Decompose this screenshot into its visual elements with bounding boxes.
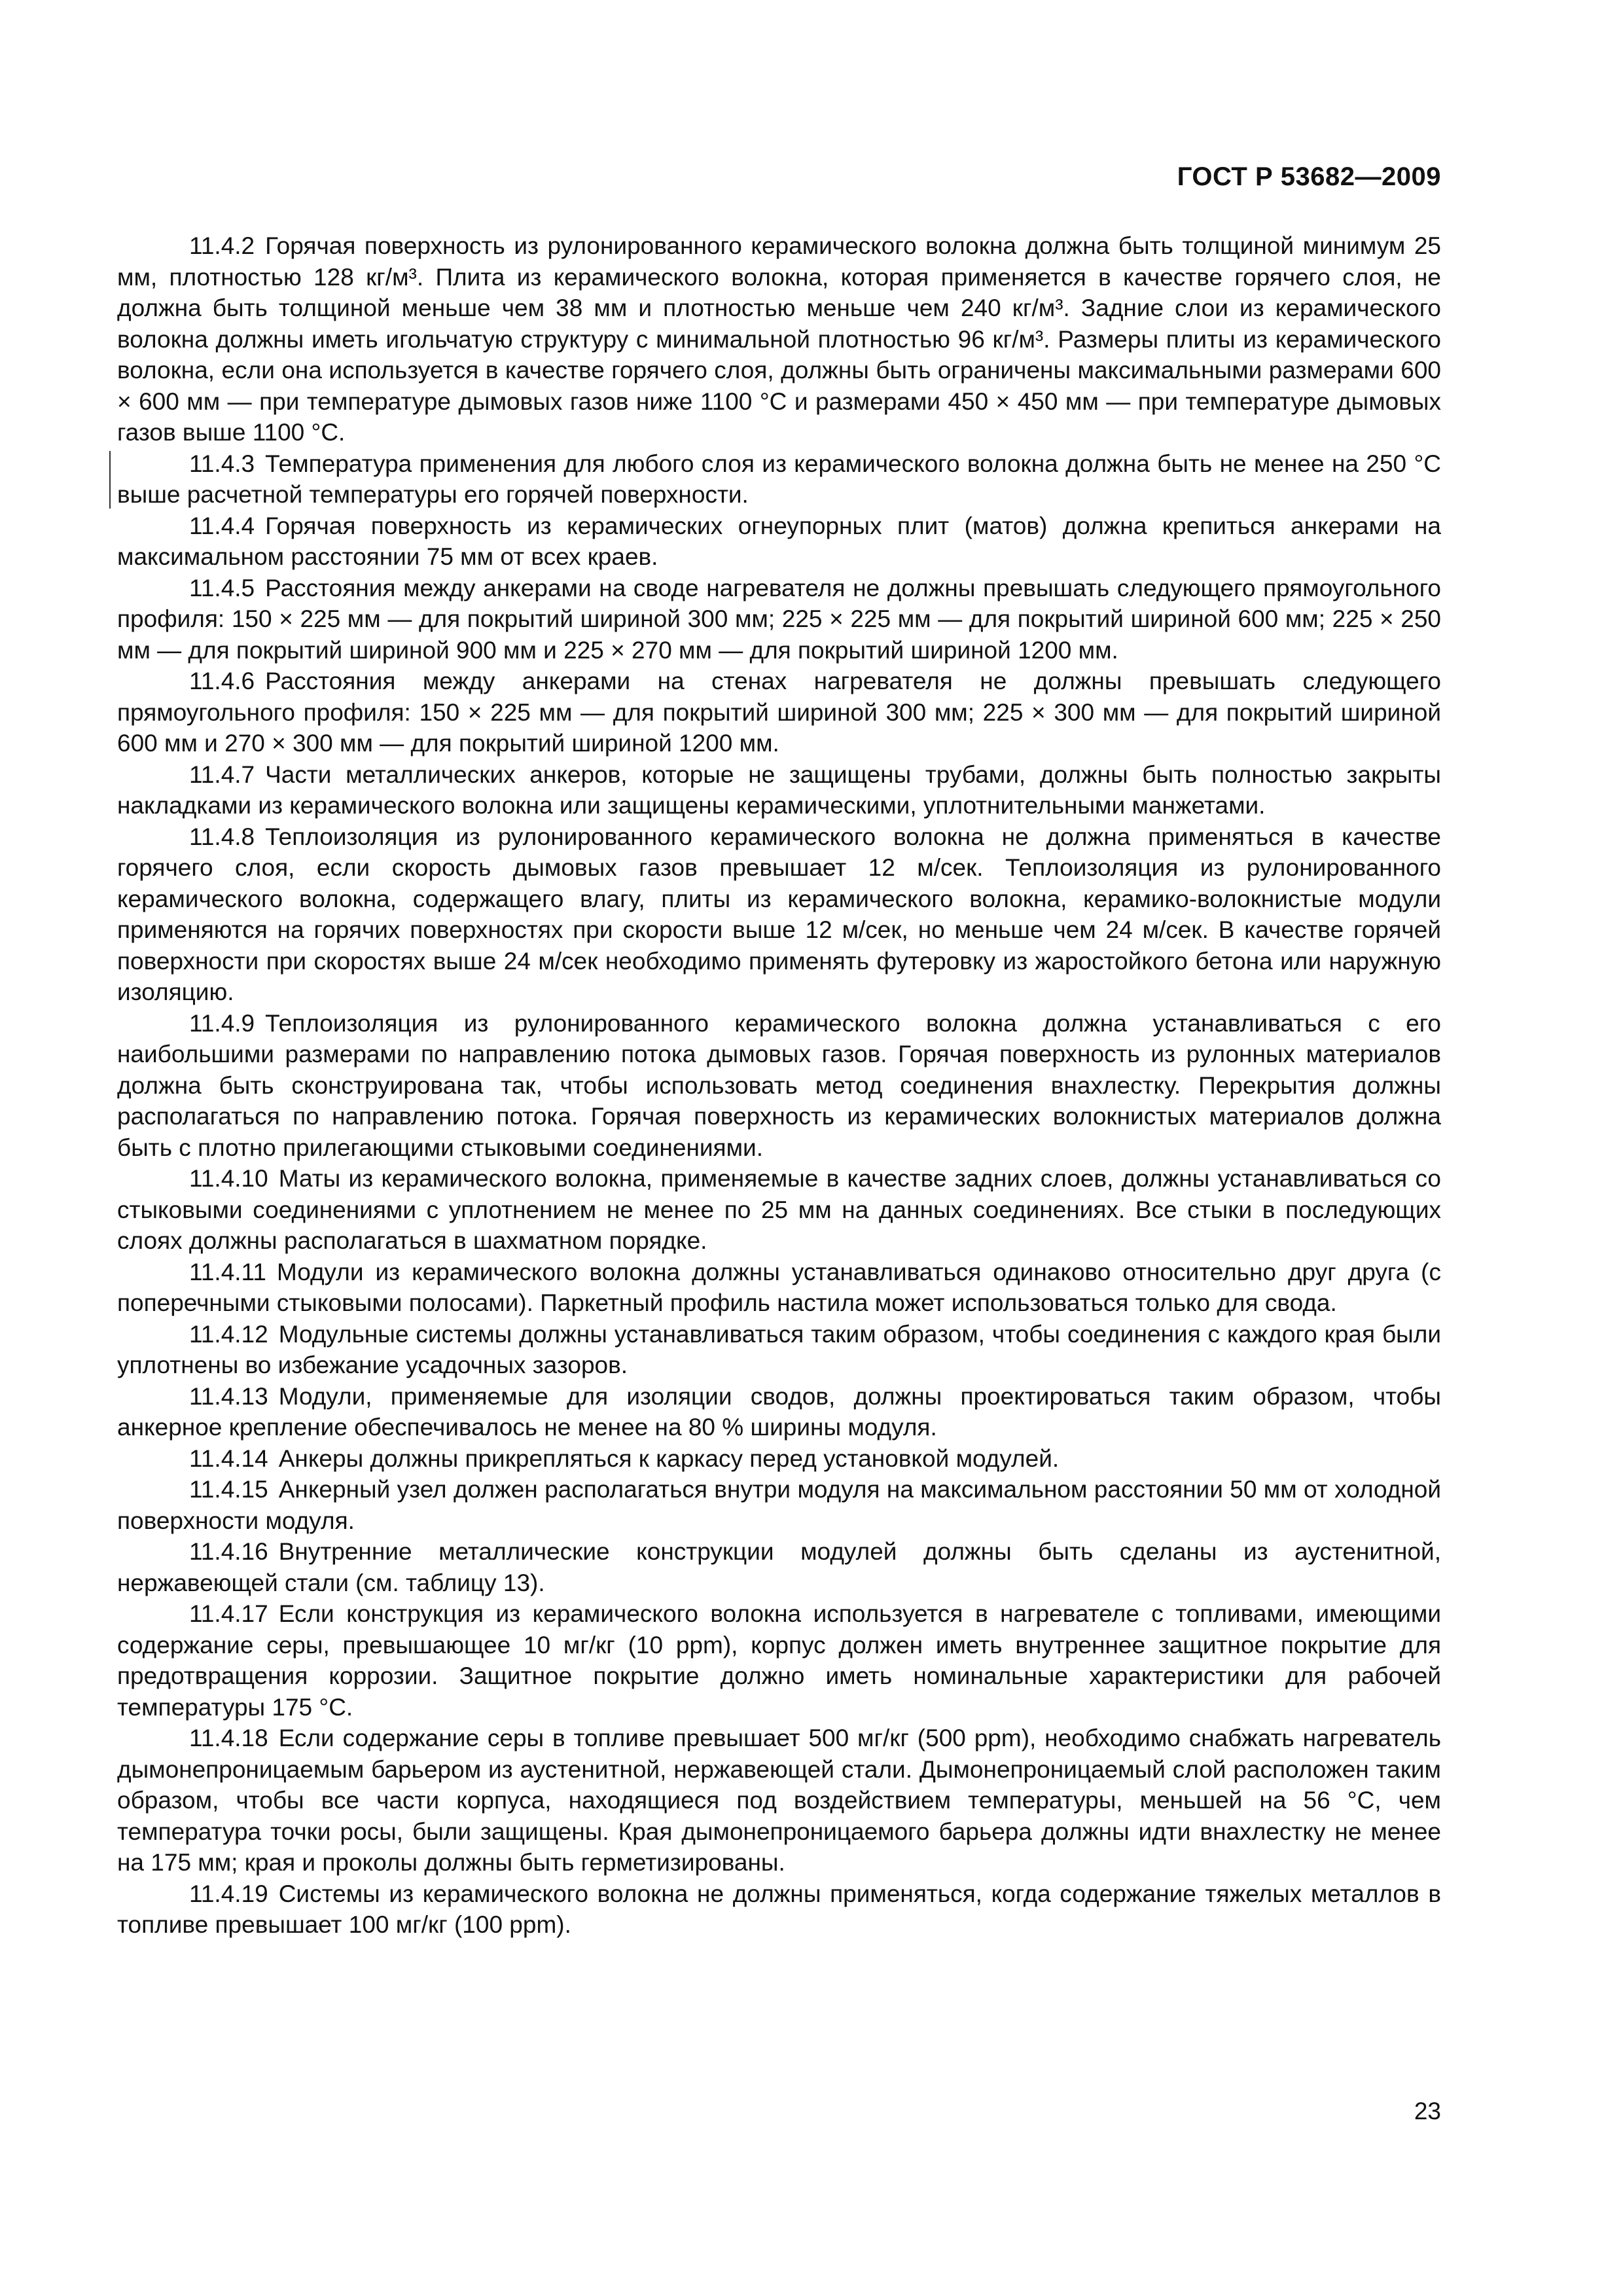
clause-text: Анкеры должны прикрепляться к каркасу перед установкой модулей. [278, 1444, 1060, 1472]
clause-number: 11.4.16 [189, 1538, 268, 1565]
paragraph-11-4-15 [117, 1474, 1441, 1536]
paragraph-11-4-11 [117, 1257, 1441, 1319]
change-bar [109, 451, 111, 509]
clause-number: 11.4.2 [189, 232, 255, 259]
paragraph-11-4-4 [117, 511, 1441, 573]
clause-text: Внутренние металлические конструкции модулей должны быть сделаны из аустенитной, нержавеющей стали (см. таблицу 13). [117, 1538, 1441, 1596]
paragraph-11-4-8 [117, 821, 1441, 1008]
clause-text: Если конструкция из керамического волокна используется в нагревателе с топливами, имеющими содержание серы, превышающее 10 мг/кг (10 ppm), корпус должен иметь внутреннее защитное покрытие для предотвращения коррозии. Защитное покрытие должно иметь номинальные характеристики для рабочей температуры 175 °С. [117, 1600, 1441, 1721]
clause-number: 11.4.3 [189, 450, 255, 477]
clause-text: Горячая поверхность из рулонированного керамического волокна должна быть толщиной минимум 25 мм, плотностью 128 кг/м³. Плита из керамического волокна, которая применяется в качестве горячего слоя, не должна быть толщиной меньше чем 38 мм и плотностью меньше чем 240 кг/м³. Задние слои из керамического волокна должны иметь игольчатую структуру с минимальной плотностью 96 кг/м³. Размеры плиты из керамического волокна, если она используется в качестве горячего слоя, должны быть ограничены максимальными размерами 600 × 600 мм — при температуре дымовых газов ниже 1100 °С и размерами 450 × 450 мм — при температуре дымовых газов выше 1100 °С. [117, 232, 1441, 446]
clause-number: 11.4.6 [189, 668, 255, 694]
paragraph-11-4-16 [117, 1536, 1441, 1598]
clause-text: Модульные системы должны устанавливаться таким образом, чтобы соединения с каждого края были уплотнены во избежание усадочных зазоров. [117, 1320, 1441, 1378]
clause-number: 11.4.4 [189, 512, 255, 539]
clause-text: Если содержание серы в топливе превышает 500 мг/кг (500 ppm), необходимо снабжать нагреватель дымонепроницаемым барьером из аустенитной, нержавеющей стали. Дымонепроницаемый слой расположен таким образом, чтобы все части корпуса, находящиеся под воздействием температуры, меньшей на 56 °С, чем температура точки росы, были защищены. Края дымонепроницаемого барьера должны идти внахлестку не менее на 175 мм; края и проколы должны быть герметизированы. [117, 1725, 1441, 1876]
paragraph-11-4-5 [117, 573, 1441, 666]
paragraph-11-4-17 [117, 1598, 1441, 1723]
clause-number: 11.4.8 [189, 823, 255, 850]
document-header: ГОСТ Р 53682—2009 [1177, 162, 1441, 191]
clause-number: 11.4.11 [189, 1258, 266, 1285]
clause-number: 11.4.14 [189, 1444, 268, 1472]
clause-number: 11.4.15 [189, 1476, 268, 1503]
paragraph-11-4-19 [117, 1878, 1441, 1941]
clause-text: Расстояния между анкерами на стенах нагревателя не должны превышать следующего прямоугольного профиля: 150 × 225 мм — для покрытий шириной 300 мм; 225 × 300 мм — для покрытий шириной 600 мм и 270 × 300 мм — для покрытий шириной 1200 мм. [117, 668, 1441, 757]
paragraph-11-4-10 [117, 1163, 1441, 1257]
clause-text: Модули, применяемые для изоляции сводов, должны проектироваться таким образом, чтобы анкерное крепление обеспечивалось не менее на 80 % ширины модуля. [117, 1382, 1441, 1441]
clause-number: 11.4.13 [189, 1382, 268, 1410]
paragraph-11-4-14 [117, 1443, 1441, 1475]
clause-text: Теплоизоляция из рулонированного керамического волокна должна устанавливаться с его наибольшими размерами по направлению потока дымовых газов. Горячая поверхность из рулонных материалов должна быть сконструирована так, чтобы использовать метод соединения внахлестку. Перекрытия должны располагаться по направлению потока. Горячая поверхность из керамических волокнистых материалов должна быть с плотно прилегающими стыковыми соединениями. [117, 1009, 1441, 1161]
paragraph-11-4-12 [117, 1319, 1441, 1381]
clause-number: 11.4.10 [189, 1165, 268, 1192]
clause-text: Расстояния между анкерами на своде нагревателя не должны превышать следующего прямоугольного профиля: 150 × 225 мм — для покрытий шириной 300 мм; 225 × 225 мм — для покрытий шириной 600 мм; 225 × 250 мм — для покрытий шириной 900 мм и 225 × 270 мм — для покрытий шириной 1200 мм. [117, 574, 1441, 664]
paragraph-11-4-2 [117, 230, 1441, 448]
paragraph-11-4-18 [117, 1723, 1441, 1878]
paragraph-11-4-7 [117, 759, 1441, 821]
clause-text: Части металлических анкеров, которые не защищены трубами, должны быть полностью закрыты накладками из керамического волокна или защищены керамическими, уплотнительными манжетами. [117, 761, 1441, 819]
clause-number: 11.4.17 [189, 1600, 268, 1627]
clause-text: Модули из керамического волокна должны устанавливаться одинаково относительно друг друга (с поперечными стыковыми полосами). Паркетный профиль настила может использоваться только для свода. [117, 1258, 1441, 1316]
document-body [117, 230, 1441, 1941]
clause-text: Теплоизоляция из рулонированного керамического волокна не должна применяться в качестве горячего слоя, если скорость дымовых газов превышает 12 м/сек. Теплоизоляция из рулонированного керамического волокна, содержащего влагу, плиты из керамического волокна, керамико-волокнистые модули применяются на горячих поверхностях при скорости выше 12 м/сек, но меньше чем 24 м/сек. В качестве горячей поверхности при скоростях выше 24 м/сек необходимо применять футеровку из жаростойкого бетона или наружную изоляцию. [117, 823, 1441, 1005]
clause-text: Маты из керамического волокна, применяемые в качестве задних слоев, должны устанавливаться со стыковыми соединениями с уплотнением не менее по 25 мм на данных соединениях. Все стыки в последующих слоях должны располагаться в шахматном порядке. [117, 1165, 1441, 1254]
clause-number: 11.4.18 [189, 1725, 268, 1751]
clause-number: 11.4.5 [189, 574, 255, 601]
clause-text: Анкерный узел должен располагаться внутри модуля на максимальном расстоянии 50 мм от холодной поверхности модуля. [117, 1476, 1441, 1534]
clause-number: 11.4.9 [189, 1009, 255, 1037]
paragraph-11-4-13 [117, 1381, 1441, 1443]
paragraph-11-4-6 [117, 666, 1441, 759]
clause-text: Температура применения для любого слоя из керамического волокна должна быть не менее на 250 °С выше расчетной температуры его горячей поверхности. [117, 450, 1441, 508]
clause-number: 11.4.12 [189, 1320, 268, 1348]
page-number: 23 [1414, 2098, 1441, 2125]
clause-text: Системы из керамического волокна не должны применяться, когда содержание тяжелых металлов в топливе превышает 100 мг/кг (100 ppm). [117, 1880, 1441, 1938]
paragraph-11-4-3 [117, 448, 1441, 511]
paragraph-11-4-9 [117, 1008, 1441, 1164]
clause-number: 11.4.7 [189, 761, 255, 788]
clause-text: Горячая поверхность из керамических огнеупорных плит (матов) должна крепиться анкерами на максимальном расстоянии 75 мм от всех краев. [117, 512, 1441, 570]
clause-number: 11.4.19 [189, 1880, 268, 1907]
